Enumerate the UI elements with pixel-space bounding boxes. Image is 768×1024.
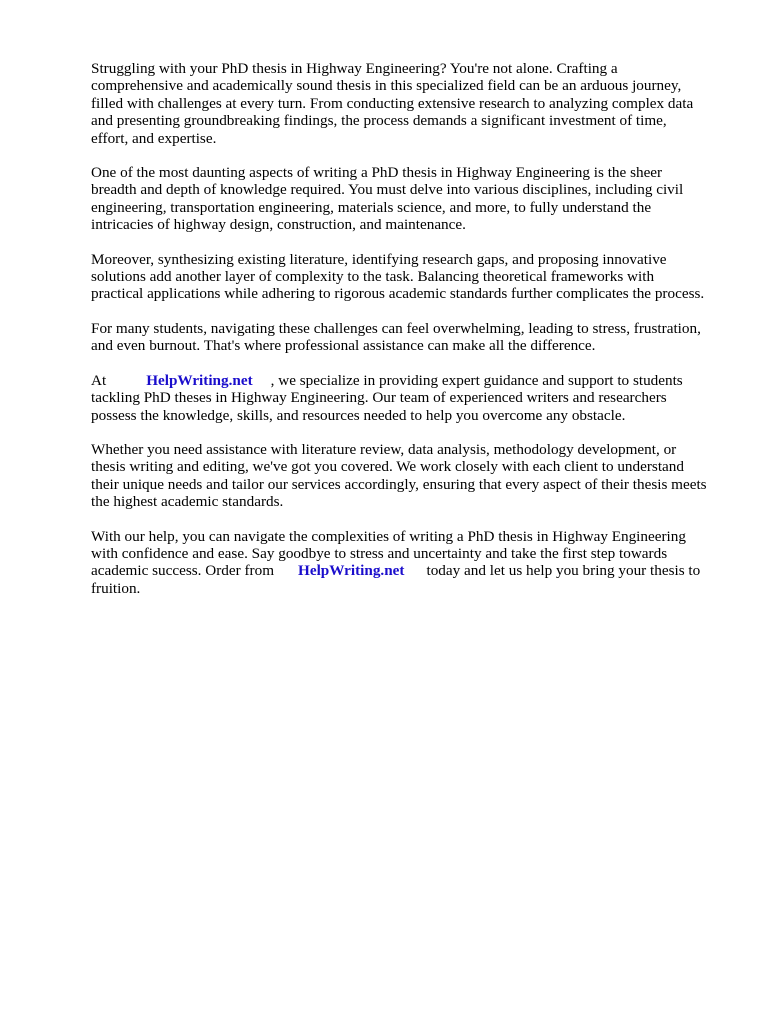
text-line: their unique needs and tailor our services accordingly, ensuring that every aspect of their thesis meets bbox=[91, 475, 707, 493]
text-line: With our help, you can navigate the complexities of writing a PhD thesis in Highway Engineering bbox=[91, 527, 686, 545]
text-line: engineering, transportation engineering, materials science, and more, to fully understand the bbox=[91, 198, 652, 216]
text-line: Whether you need assistance with literature review, data analysis, methodology development, or bbox=[91, 440, 677, 458]
text-line: effort, and expertise. bbox=[91, 129, 217, 147]
paragraph-assistance bbox=[91, 441, 731, 511]
text-prefix: academic success. Order from bbox=[91, 562, 275, 580]
text-line: breadth and depth of knowledge required. You must delve into various disciplines, including civil bbox=[91, 181, 684, 199]
text-line bbox=[91, 562, 731, 579]
text-prefix: At bbox=[91, 371, 107, 389]
helpwriting-link[interactable]: HelpWriting.net bbox=[146, 371, 253, 389]
text-line: solutions add another layer of complexity to the task. Balancing theoretical frameworks with bbox=[91, 268, 655, 286]
text-line: and even burnout. That's where professional assistance can make all the difference. bbox=[91, 337, 596, 355]
text-line: intricacies of highway design, construction, and maintenance. bbox=[91, 216, 466, 234]
document-body bbox=[91, 60, 731, 614]
paragraph-complexity bbox=[91, 251, 731, 303]
text-line: with confidence and ease. Say goodbye to stress and uncertainty and take the first step towards bbox=[91, 544, 668, 562]
text-line: tackling PhD theses in Highway Engineering. Our team of experienced writers and researchers bbox=[91, 389, 667, 407]
paragraph-closing bbox=[91, 528, 731, 598]
text-line: thesis writing and editing, we've got you covered. We work closely with each client to understand bbox=[91, 458, 684, 476]
helpwriting-link[interactable]: HelpWriting.net bbox=[298, 562, 405, 580]
paragraph-burnout bbox=[91, 320, 731, 355]
paragraph-challenges bbox=[91, 164, 731, 234]
text-line: Moreover, synthesizing existing literature, identifying research gaps, and proposing innovative bbox=[91, 250, 667, 268]
text-line: Struggling with your PhD thesis in Highway Engineering? You're not alone. Crafting a bbox=[91, 60, 618, 77]
text-line: One of the most daunting aspects of writing a PhD thesis in Highway Engineering is the sheer bbox=[91, 164, 663, 182]
text-line: comprehensive and academically sound thesis in this specialized field can be an arduous journey, bbox=[91, 77, 682, 95]
text-line: fruition. bbox=[91, 579, 141, 597]
paragraph-intro bbox=[91, 60, 731, 147]
text-line: practical applications while adhering to rigorous academic standards further complicates the process. bbox=[91, 285, 705, 303]
text-line bbox=[91, 372, 731, 389]
text-line: possess the knowledge, skills, and resources needed to help you overcome any obstacle. bbox=[91, 406, 626, 424]
text-line: For many students, navigating these challenges can feel overwhelming, leading to stress, frustration, bbox=[91, 319, 701, 337]
text-line: and presenting groundbreaking findings, the process demands a significant investment of time, bbox=[91, 112, 667, 130]
text-suffix: today and let us help you bring your thesis to bbox=[426, 562, 701, 580]
text-suffix: , we specialize in providing expert guidance and support to students bbox=[270, 371, 683, 389]
paragraph-service bbox=[91, 372, 731, 424]
text-line: the highest academic standards. bbox=[91, 493, 284, 511]
text-line: filled with challenges at every turn. From conducting extensive research to analyzing complex data bbox=[91, 94, 694, 112]
